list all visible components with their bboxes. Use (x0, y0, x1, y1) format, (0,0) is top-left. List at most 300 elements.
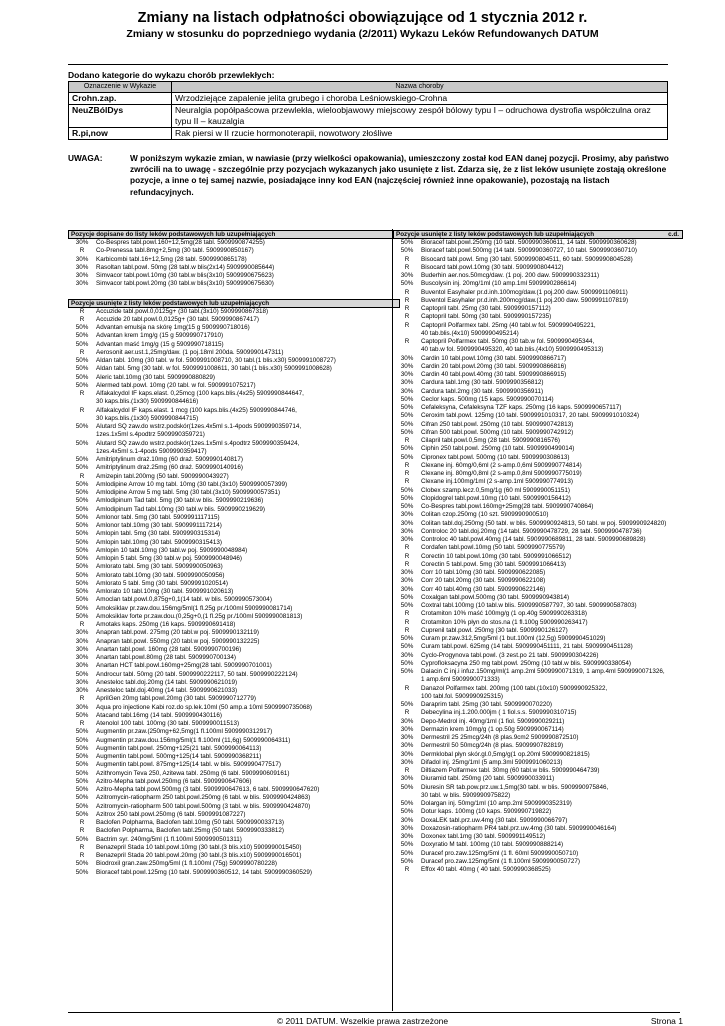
disease-code: R.pi,now (69, 128, 172, 140)
refund-status: 50% (400, 420, 414, 428)
drug-description: Debecylina inj.1.200.000jm ( 1 fiol.s.s. 5909990310715) (421, 709, 577, 717)
refund-status: 50% (400, 857, 414, 865)
list-item (393, 701, 683, 709)
refund-status: 50% (75, 546, 89, 554)
refund-status: R (404, 461, 410, 469)
col-code-header: Oznaczenie w Wykazie (69, 82, 172, 93)
drug-description: Cardura tabl.1mg (30 tabl. 5909990356812) (421, 379, 544, 387)
drug-description: 30 kaps.blis.(1x30) 5909990844616) (96, 398, 199, 406)
refund-status: 50% (400, 783, 414, 791)
refund-status: 50% (75, 777, 89, 785)
refund-status (393, 330, 421, 338)
list-item (68, 836, 400, 844)
drug-description: Alermed tabl.powl. 10mg (20 tabl. w fol. 5909991075217) (96, 381, 256, 389)
list-item (393, 627, 683, 635)
drug-description: 1zes.4x5ml s.1-4pods 5909990359417) (96, 447, 207, 455)
list-item (393, 396, 683, 404)
list-item (68, 332, 400, 340)
refund-status: 50% (75, 365, 89, 373)
list-item (393, 256, 683, 264)
drug-description: Cifran 500 tabl.powl. 500mg (10 tabl. 5909990742912) (421, 428, 574, 436)
list-item (393, 264, 683, 272)
drug-description: Advantan krem 1mg/g (15 g 5909990717910) (96, 332, 224, 340)
refund-status: R (404, 709, 410, 717)
list-item (393, 561, 683, 569)
drug-description: Azitro-Mepha tabl.powl.250mg (6 tabl. 5909990647606) (96, 777, 252, 785)
drug-description: Cifran 250 tabl.powl. 250mg (10 tabl. 5909990742813) (421, 420, 574, 428)
refund-status: 50% (75, 753, 89, 760)
drug-description: Rasoltan tabl.powl. 50mg (28 tabl.w blis(2x14) 5909990085644) (96, 263, 275, 271)
list-item (68, 555, 400, 563)
list-item (68, 638, 400, 646)
refund-status: 50% (400, 239, 414, 246)
section-header-removed: Pozycje usunięte z listy leków podstawowych lub uzupełniających (68, 299, 400, 308)
drug-description: Colitan tabl.doj.250mg (50 tabl. w blis. 5909990924813, 50 tabl. w poj. 5909990924820) (421, 519, 667, 527)
list-item (393, 363, 683, 371)
list-item (68, 860, 400, 868)
refund-status: 30% (75, 678, 89, 686)
drug-description: Difadol inj. 25mg/1ml (5 amp.3ml 5909991060213) (421, 758, 563, 766)
drug-description: Augmentin pr.zaw.(250mg+62,5mg(1 fl.100ml 5909990312917) (96, 728, 273, 736)
list-item (68, 382, 400, 390)
drug-description: 40 tab.w fol. 5909990495320, 40 tab.blis.(4x10) 5909990495313) (421, 346, 604, 354)
diseases-heading: Dodano kategorie do wykazu chorób przewlekłych: (68, 70, 275, 80)
drug-description: Androcur tabl. 50mg (20 tabl. 5909990222117, 50 tabl. 5909990222124) (96, 670, 298, 678)
drug-description: Anesteloc tabl.doj.40mg (14 tabl. 5909990621033) (96, 687, 238, 694)
drug-description: Buderhin aer.nos.50mcg/daw. (1 poj. 200 daw. 5909990332311) (421, 272, 600, 279)
list-item (393, 825, 683, 833)
drug-description: Karbicombi tabl.16+12,5mg (28 tabl. 5909990865178) (96, 255, 247, 263)
list-item (393, 437, 683, 445)
drug-description: Captopril tabl. 50mg (30 tabl. 5909990157235) (421, 313, 552, 321)
refund-status: 50% (75, 786, 89, 793)
list-item (393, 305, 683, 313)
list-item (393, 470, 683, 478)
drug-description: Amlonor tabl. 5mg (30 tabl. 5909991117115) (96, 513, 220, 521)
refund-status: 50% (75, 711, 89, 719)
drug-description: Bioracef tabl.powl.250mg (10 tabl. 5909990360611, 14 tabl. 5909990360628) (421, 239, 637, 246)
refund-status: 50% (400, 247, 414, 255)
list-item (68, 621, 400, 629)
refund-status: 50% (75, 423, 89, 430)
refund-status: R (404, 610, 410, 618)
drug-description: Dermklobal płyn skór.gl.0,5mg/g(1 op.20ml 5909990821815) (421, 750, 590, 758)
list-item (68, 662, 400, 670)
list-item (393, 751, 683, 759)
drug-description: Corectin 10 tabl.powl.10mg (30 tabl. 5909991066512) (421, 552, 572, 560)
list-item (393, 355, 683, 363)
list-item (393, 594, 683, 602)
drug-description: Amlopin 10 tabl.10mg (30 tabl.w poj. 5909990048984) (96, 546, 248, 554)
list-item (393, 388, 683, 396)
list-item (393, 553, 683, 561)
list-item (68, 256, 400, 264)
list-item (68, 341, 400, 349)
refund-status: 30% (400, 585, 414, 593)
drug-description: Anartan HCT tabl.powl.160mg+25mg(28 tabl. 5909990701001) (96, 662, 272, 670)
drug-description: Cefaleksyna, Cefaleksyna TZF kaps. 250mg (16 kaps. 5909990657117) (421, 404, 622, 411)
drug-description: Anesteloc tabl.doj.20mg (14 tabl. 5909990621019) (96, 678, 238, 686)
refund-status: 30% (400, 734, 414, 741)
drug-description: Cyprofloksacyna 250 mg tabl.powl. 250mg (10 tabl.w blis. 5909990338054) (421, 659, 632, 667)
drug-description: Advantan maść 1mg/g (15 g 5909990718115) (96, 340, 224, 348)
list-item (393, 536, 683, 544)
refund-status: 50% (400, 635, 414, 642)
list-item (393, 322, 683, 330)
list-item (68, 316, 400, 324)
list-item (393, 338, 683, 346)
disease-name: Neuralgia popółpaścowa przewlekła, wieloobjawowy miejscowy zespół bólowy typu I – odruchowa dystrofia współczulna oraz typu II – kauzalgia (172, 105, 668, 128)
refund-status: 30% (400, 527, 414, 535)
drug-description: Corr 10 tabl.10mg (30 tabl. 5909990622085) (421, 569, 546, 576)
drug-description: Advantan emulsja na skórę 1mg(15 g 5909990718016) (96, 324, 250, 331)
drug-description: Accuzide 20 tabl.powl.0,0125g+ (30 tabl. 5909990867417) (96, 315, 259, 323)
drug-description: Amlodipine Arrow 10 mg tabl. 10mg (30 tabl.(3x10) 5909990057399) (96, 480, 288, 488)
drug-description: Coxtral tabl.100mg (10 tabl.w blis. 5909990587797, 30 tabl. 5909990587803) (421, 602, 637, 609)
drug-description: Diuramid tabl. 250mg (20 tabl. 5909990033911) (421, 775, 555, 783)
drug-description: Colitan czop.250mg (10 szt. 5909990900510) (421, 511, 549, 519)
drug-description: Amoclan tabl.powl.0,875g+0,1(14 tabl. w blis. 5909990573004) (96, 596, 272, 604)
list-item (68, 811, 400, 819)
list-item (393, 676, 683, 684)
list-item (393, 569, 683, 577)
drug-description: Corectin 5 tabl.powl. 5mg (30 tabl. 5909991066413) (421, 560, 566, 568)
refund-status: 50% (75, 324, 89, 331)
refund-status: R (404, 288, 410, 296)
drug-description: Dolargan inj. 50mg/1ml (10 amp.2ml 5909990352319) (421, 800, 572, 807)
list-item (68, 272, 400, 280)
refund-status: 50% (75, 802, 89, 810)
list-item (393, 668, 683, 676)
footer-divider (68, 1012, 680, 1013)
drug-description: Amlopin tabl. 5mg (30 tabl. 5909990315314) (96, 530, 221, 538)
drug-description: Benazepril Stada 20 tabl.powl.20mg (30 tabl.(3 blis.x10) 5909990016501) (96, 852, 302, 859)
refund-status: 50% (75, 810, 89, 818)
refund-status: R (79, 695, 85, 703)
list-item (393, 784, 683, 792)
drug-description: Anapran tabl.powl. 275mg (20 tabl.w poj. 5909990132119) (96, 629, 260, 637)
list-item (68, 704, 400, 712)
list-item (68, 745, 400, 753)
drug-description: Bactrim syr. 240mg/5ml (1 fl.100ml 5909990501311) (96, 835, 242, 843)
list-item (68, 728, 400, 736)
list-item (68, 629, 400, 637)
refund-status: 50% (75, 505, 89, 513)
list-item (68, 506, 400, 514)
drug-description: Doxonex tabl.1mg (30 tabl. 5909991149512) (421, 833, 546, 840)
refund-status: 30% (400, 824, 414, 832)
drug-description: Bioracef tabl.powl.125mg (10 tabl. 5909990360512, 14 tabl. 5909990360529) (96, 868, 313, 876)
refund-status: 50% (400, 404, 414, 411)
refund-status: 50% (400, 453, 414, 461)
drug-description: Aqua pro injectione Kabi roz.do sp.lek.10ml (50 amp.a 10ml 5909990735068) (96, 703, 312, 711)
list-item (68, 448, 400, 456)
list-item (68, 695, 400, 703)
refund-status: 30% (75, 654, 89, 661)
drug-description: Amlodipinum Tad tabl.10mg (30 tabl.w blis. 5909990219629) (96, 505, 265, 513)
list-item (393, 767, 683, 775)
drug-description: Dermazin krem 10mg/g (1 op.50g 5909990067114) (421, 725, 564, 733)
list-item (393, 495, 683, 503)
page-title: Zmiany na listach odpłatności obowiązujące od 1 stycznia 2012 r. (137, 10, 588, 26)
refund-status (68, 398, 96, 406)
refund-status: 30% (400, 387, 414, 395)
list-item (393, 808, 683, 816)
list-item (393, 602, 683, 610)
list-item (68, 753, 400, 761)
drug-description: Alfakalcydol IF kaps.elast. 0,25mcg (100 kaps.blis.(4x25) 5909990844647, (96, 390, 304, 397)
list-item (68, 572, 400, 580)
refund-status: R (79, 621, 85, 628)
list-item (68, 473, 400, 481)
drug-description: Crotamiton 10% maść 100mg/g (1 op.40g 5909990263318) (421, 610, 587, 618)
list-item (68, 778, 400, 786)
refund-status: R (404, 263, 410, 271)
list-item (393, 693, 683, 701)
drug-description: Aerosonit aer.ust.1,25mg/daw. (1 poj.18ml 200da. 5909990147311) (96, 348, 284, 356)
refund-status: R (79, 348, 85, 356)
refund-status: R (404, 767, 410, 774)
refund-status: 30% (400, 750, 414, 758)
list-item (68, 489, 400, 497)
drug-description: Amizepin tabl.200mg (50 tabl. 5909990043927) (96, 472, 229, 480)
refund-status: 30% (400, 536, 414, 543)
drug-description: Co-Prenessa tabl.8mg+2,5mg (30 tabl. 5909990850167) (96, 247, 254, 255)
refund-status: 50% (75, 860, 89, 868)
refund-status: 50% (400, 280, 414, 288)
refund-status: R (404, 296, 410, 304)
list-item (393, 487, 683, 495)
list-item (68, 497, 400, 505)
drug-description: Clobex szamp.lecz.0,5mg/1g (60 ml 5909990051151) (421, 486, 570, 494)
list-item (68, 671, 400, 679)
drug-description: Simvacor tabl.powl.20mg (30 tabl.w blis(3x10) 5909990675630) (96, 280, 274, 288)
list-item (393, 239, 683, 247)
list-item (68, 827, 400, 835)
drug-description: Cardin 20 tabl.powl.20mg (30 tabl. 5909990866816) (421, 362, 567, 370)
col-name-header: Nazwa choroby (172, 82, 668, 93)
refund-status: 30% (75, 645, 89, 653)
list-item (68, 605, 400, 613)
drug-description: Simvacor tabl.powl.10mg (30 tabl.w blis(3x10) 5909990675623) (96, 272, 274, 279)
refund-status: 50% (75, 340, 89, 348)
list-item (393, 742, 683, 750)
refund-status: 50% (75, 357, 89, 364)
drug-description: Cyclo-Progynova tabl.powl. (3 zest.po 21 tabl. 5909990304226) (421, 651, 599, 659)
refund-status (68, 415, 96, 423)
refund-status: 30% (400, 272, 414, 279)
drug-description: Baclofen Polpharma, Baclofen tabl.25mg (50 tabl. 5909990333812) (96, 827, 284, 835)
drug-description: Anapran tabl.powl. 550mg (20 tabl.w poj. 5909990132225) (96, 637, 260, 645)
drug-description: Atenolol 100 tabl. 100mg (30 tabl. 5909990011513) (96, 720, 240, 727)
refund-status: R (79, 843, 85, 851)
document-header (60, 10, 665, 41)
drug-description: Doxazosin-ratiopharm PR4 tabl.prz.uw.4mg (30 tabl. 5909990046164) (421, 824, 617, 832)
refund-status: R (79, 827, 85, 835)
drug-description: Clexane inj.100mg/1ml (2 s-amp.1ml 5909990774913) (421, 478, 573, 486)
drug-description: Amlodipinum Tad tabl. 5mg (30 tabl.w blis. 5909990219636) (96, 497, 264, 505)
drug-description: Buventol Easyhaler pr.d.inh.100mcg/daw.(1 poj.200 daw. 5909991106911) (421, 288, 628, 296)
drug-description: Ceclor kaps. 500mg (15 kaps. 5909990070114) (421, 395, 554, 403)
drug-description: Alutard SQ zaw.do wstrz.podskór(1zes.4x5ml s.1-4pods 5909990359714, (96, 423, 302, 430)
refund-status: 50% (75, 456, 89, 463)
list-item (68, 687, 400, 695)
refund-status: R (404, 618, 410, 626)
list-item (393, 272, 683, 280)
drug-description: Effox 40 tabl. 40mg ( 40 tabl. 5909990368525) (421, 866, 551, 873)
refund-status: R (79, 307, 85, 315)
list-item (393, 313, 683, 321)
drug-description: Benazepril Stada 10 tabl.powl.10mg (30 tabl.(3 blis.x10) 5909990015450) (96, 843, 302, 851)
list-item (68, 374, 400, 382)
refund-status: 50% (75, 538, 89, 546)
drug-description: Curam pr.zaw.312,5mg/5ml (1 but.100ml (12,5g) 5909990451029) (421, 635, 606, 642)
refund-status: 30% (75, 272, 89, 279)
refund-status: 30% (75, 280, 89, 288)
list-item (68, 761, 400, 769)
table-row (69, 105, 668, 128)
list-item (68, 349, 400, 357)
refund-status: 50% (75, 571, 89, 579)
refund-status (68, 431, 96, 439)
list-item (393, 280, 683, 288)
warning-label: UWAGA: (68, 153, 103, 163)
drug-description: Alutard SQ zaw.do wstrz.podskór(1zes.1x5ml s.4podtrz 5909990359424, (96, 439, 300, 447)
list-item (393, 379, 683, 387)
refund-status: 50% (400, 800, 414, 807)
drug-description: Augmentin tabl.powl. 250mg+125(21 tabl. 5909990064113) (96, 744, 262, 752)
drug-description: Dalacin C inj.i infuz.150mg/ml(1 amp.2ml 5909990071319, 1 amp.4ml 5909990071326, (421, 668, 665, 675)
list-item (68, 770, 400, 778)
drug-description: Cilapril tabl.powl.0,5mg (28 tabl. 5909990816576) (421, 437, 560, 444)
list-item (393, 586, 683, 594)
drug-description: Doxyratio M tabl. 100mg (10 tabl. 5909990888214) (421, 841, 564, 849)
refund-status: R (79, 390, 85, 397)
list-item (68, 431, 400, 439)
drug-description: Amlorato tabl. 5mg (30 tabl. 5909990050963) (96, 563, 223, 571)
drug-description: Cuprenil tabl.powl. 250mg (30 tabl. 5909990126127) (421, 626, 568, 634)
drug-description: Augmentin tabl.powl. 875mg+125(14 tabl. w blis. 5909990477517) (96, 761, 282, 769)
refund-status: 50% (75, 736, 89, 744)
drug-description: 100 tabl.fol. 5909990925315) (421, 692, 503, 700)
list-item (393, 800, 683, 808)
drug-description: Amlopin 5 tabl. 5mg (30 tabl.w poj. 5909990048946) (96, 555, 242, 562)
refund-status: 50% (75, 555, 89, 562)
refund-status: R (404, 255, 410, 263)
list-item (393, 841, 683, 849)
refund-status: 50% (75, 332, 89, 340)
drug-description: Azitro-Mepha tabl.powl.500mg (3 tabl. 5909990647613, 6 tabl. 5909990647620) (96, 786, 320, 793)
list-item (68, 530, 400, 538)
list-item (68, 654, 400, 662)
refund-status: 30% (75, 239, 89, 246)
drug-description: Amlonor tabl.10mg (30 tabl. 5909991117214) (96, 522, 222, 529)
refund-status: R (404, 478, 410, 486)
diseases-table-header (69, 82, 668, 93)
refund-status: 50% (75, 596, 89, 604)
drug-description: Cardin 40 tabl.powl.40mg (30 tabl. 5909990866915) (421, 371, 567, 378)
list-item (68, 407, 400, 415)
list-item (393, 520, 683, 528)
list-item (68, 324, 400, 332)
list-item (68, 580, 400, 588)
drug-description: 30 kaps.blis.(1x30) 5909990844715) (96, 414, 199, 422)
list-item (393, 685, 683, 693)
drug-description: Amlopin tabl.10mg (30 tabl. 5909990315413) (96, 538, 223, 546)
page-number: Strona 1 (650, 1016, 683, 1026)
list-item (393, 759, 683, 767)
drug-description: Biodroxil gran.zaw.250mg/5ml (1 fl.100ml (75g) 5909990780228) (96, 860, 277, 868)
refund-status: R (404, 437, 410, 444)
list-item (393, 858, 683, 866)
drug-description: Corr 20 tabl.20mg (30 tabl. 5909990622108) (421, 577, 546, 585)
drug-description: Azitromycin-ratiopharm 500 tabl.powl.500mg (3 tabl. w blis. 5909990424870) (96, 802, 311, 810)
section-header-removed-continued (393, 230, 683, 239)
list-item (68, 539, 400, 547)
refund-status: R (79, 406, 85, 414)
list-item (68, 720, 400, 728)
refund-status: 30% (400, 371, 414, 378)
list-item (393, 850, 683, 858)
list-item (68, 803, 400, 811)
section-gap (68, 289, 400, 298)
table-row (69, 93, 668, 105)
drug-description: Clexane inj. 60mg/0,6ml (2 s-amp.0,6ml 5909990774814) (421, 461, 582, 469)
drug-description: Dermestril 25 25mcg/24h (8 plas.9cm2 5909990872510) (421, 734, 579, 741)
refund-status: 50% (75, 761, 89, 769)
refund-status (393, 676, 421, 684)
list-item (393, 503, 683, 511)
list-item (68, 357, 400, 365)
disease-name: Rak piersi w II rzucie hormonoterapii, nowotwory złośliwe (172, 128, 668, 140)
list-item (68, 679, 400, 687)
refund-status: 50% (75, 868, 89, 876)
disease-name: Wrzodziejące zapalenie jelita grubego i choroba Leśniowskiego-Crohna (172, 93, 668, 105)
refund-status: 30% (75, 255, 89, 263)
drug-description: Diltiazem Polfarmex tabl. 30mg (60 tabl.w blis. 5909990464739) (421, 767, 600, 774)
drug-description: Amlorato 5 tabl. 5mg (30 tabl. 5909991020514) (96, 579, 228, 587)
refund-status: 50% (400, 659, 414, 667)
refund-status: 50% (75, 439, 89, 447)
refund-status: 30% (400, 519, 414, 527)
drug-description: Amlodipine Arrow 5 mg tabl. 5mg (30 tabl.(3x10) 5909990057351) (96, 489, 281, 496)
list-item (68, 440, 400, 448)
drug-description: Co-Bespres tabl.powl.160mg+25mg(28 tabl. 5909990740864) (421, 503, 594, 510)
copyright: © 2011 DATUM. Wszelkie prawa zastrzeżone (276, 1016, 449, 1026)
refund-status: R (79, 247, 85, 255)
removed-list (68, 308, 400, 877)
refund-status: 30% (400, 362, 414, 370)
disease-code: Crohn.zap. (69, 93, 172, 105)
drug-description: Daraprim tabl. 25mg (30 tabl. 5909990070220) (421, 701, 552, 708)
warning-note (68, 153, 673, 198)
drug-description: Azithromycin Teva 250, Azitewa tabl. 250mg (6 tabl. 5909990609161) (96, 769, 290, 777)
drug-description: Captopril Polfarmex tabl. 25mg (40 tabl.w fol. 5909990495221, (421, 321, 596, 329)
refund-status: 30% (400, 379, 414, 387)
list-item (68, 596, 400, 604)
refund-status: R (404, 544, 410, 552)
list-item (393, 346, 683, 354)
refund-status: 50% (400, 445, 414, 453)
disease-code: NeuZBólDys (69, 105, 172, 128)
list-item (393, 792, 683, 800)
drug-description: Anartan tabl.powl. 160mg (28 tabl. 5909990700196) (96, 645, 242, 653)
refund-status: 50% (75, 522, 89, 529)
list-item (393, 412, 683, 420)
section-title: Pozycje usunięte z listy leków podstawowych lub uzupełniających (396, 231, 595, 238)
list-item (393, 734, 683, 742)
refund-status: 50% (400, 428, 414, 436)
